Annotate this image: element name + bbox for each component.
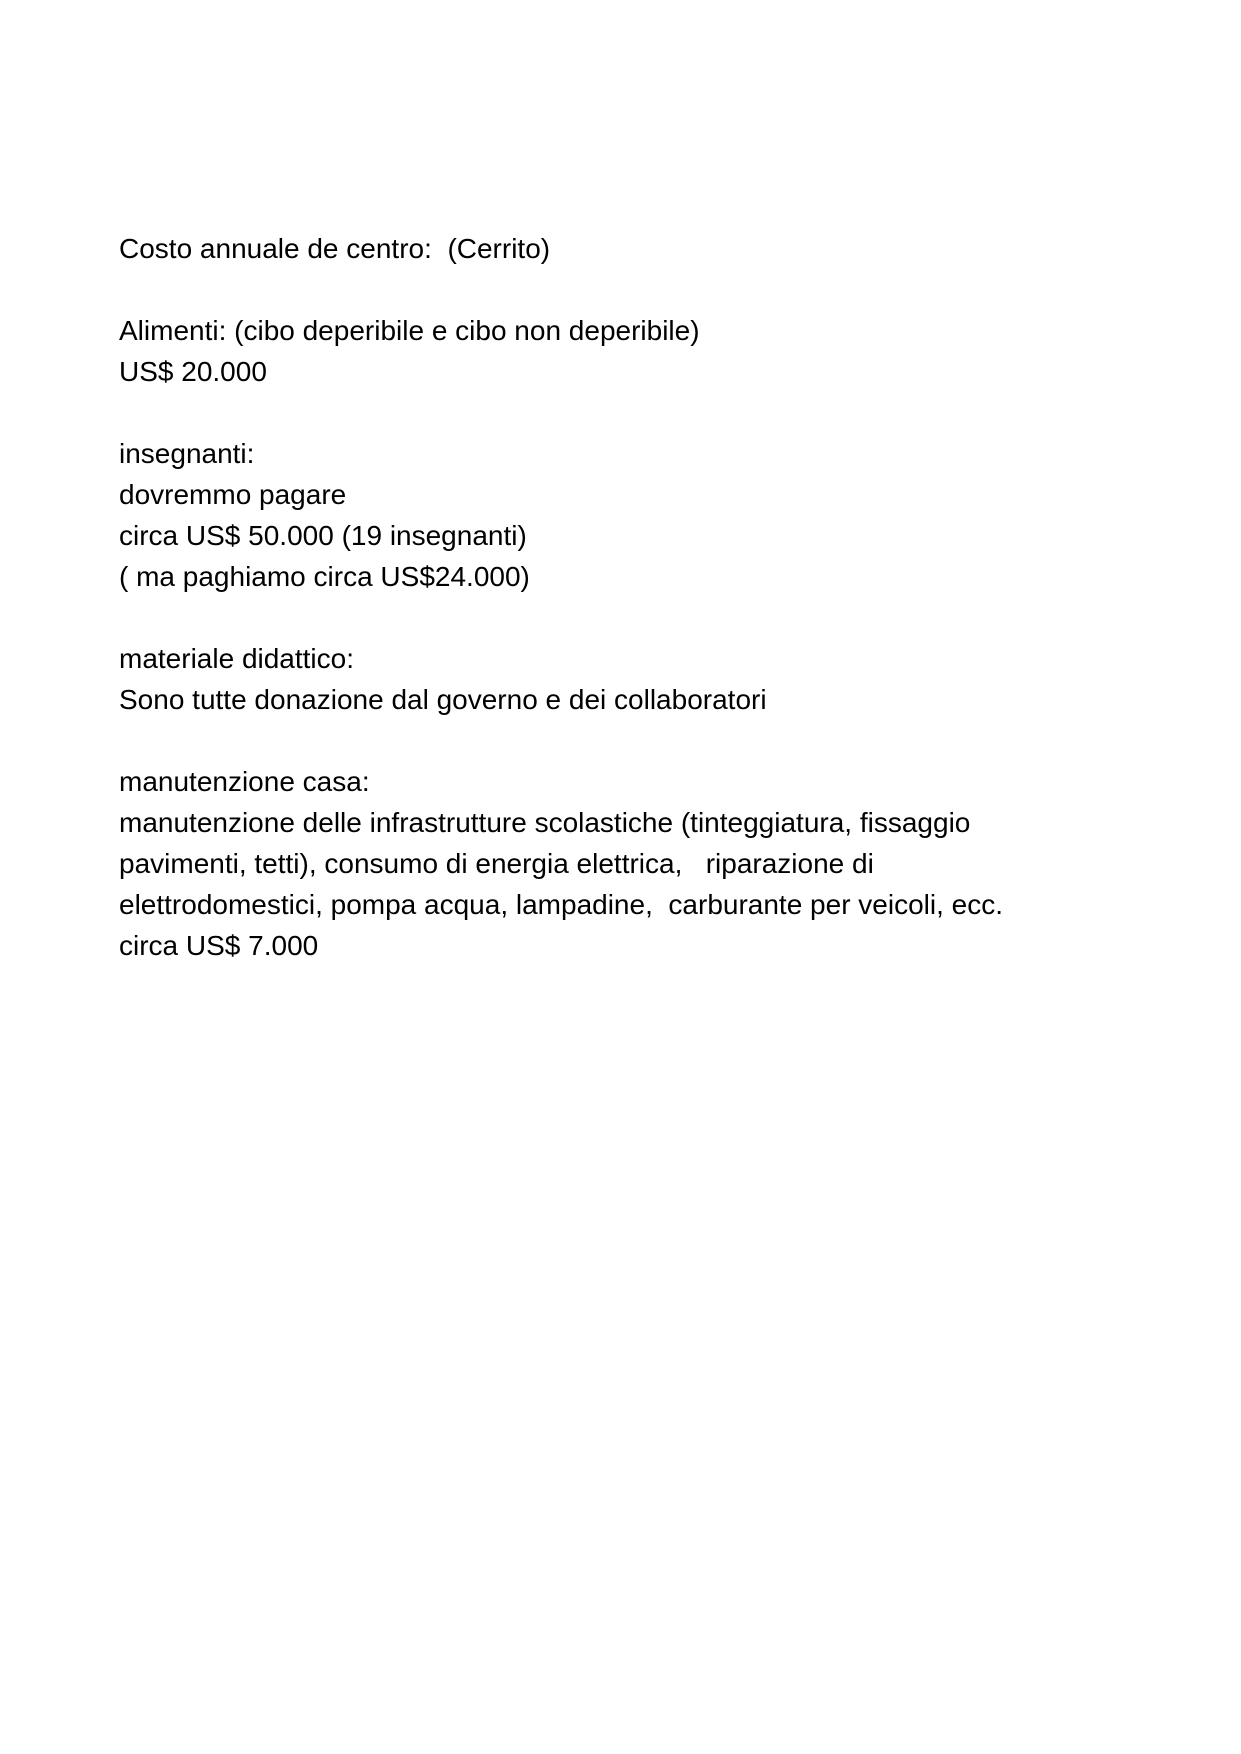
section-heading: materiale didattico:	[119, 643, 355, 674]
section-heading: Alimenti: (cibo deperibile e cibo non deperibile)	[119, 315, 700, 346]
section-line: manutenzione delle infrastrutture scolastiche (tinteggiatura, fissaggio	[119, 807, 971, 838]
section-line: pavimenti, tetti), consumo di energia elettrica, riparazione di	[119, 848, 874, 879]
section-alimenti	[119, 310, 1129, 392]
section-heading: manutenzione casa:	[119, 766, 370, 797]
section-materiale-didattico	[119, 638, 1129, 720]
document-body	[119, 228, 1129, 966]
section-manutenzione-casa	[119, 761, 1129, 966]
section-heading: insegnanti:	[119, 438, 255, 469]
section-line: elettrodomestici, pompa acqua, lampadine, carburante per veicoli, ecc.	[119, 889, 1004, 920]
section-line: circa US$ 50.000 (19 insegnanti)	[119, 520, 527, 551]
section-line: Sono tutte donazione dal governo e dei collaboratori	[119, 684, 767, 715]
blank-line	[119, 720, 1129, 761]
section-insegnanti	[119, 433, 1129, 597]
blank-line	[119, 392, 1129, 433]
section-line: ( ma paghiamo circa US$24.000)	[119, 561, 530, 592]
section-line: dovremmo pagare	[119, 479, 347, 510]
section-line: circa US$ 7.000	[119, 930, 319, 961]
blank-line	[119, 597, 1129, 638]
blank-line	[119, 269, 1129, 310]
section-line: US$ 20.000	[119, 356, 267, 387]
document-title: Costo annuale de centro: (Cerrito)	[119, 233, 551, 264]
